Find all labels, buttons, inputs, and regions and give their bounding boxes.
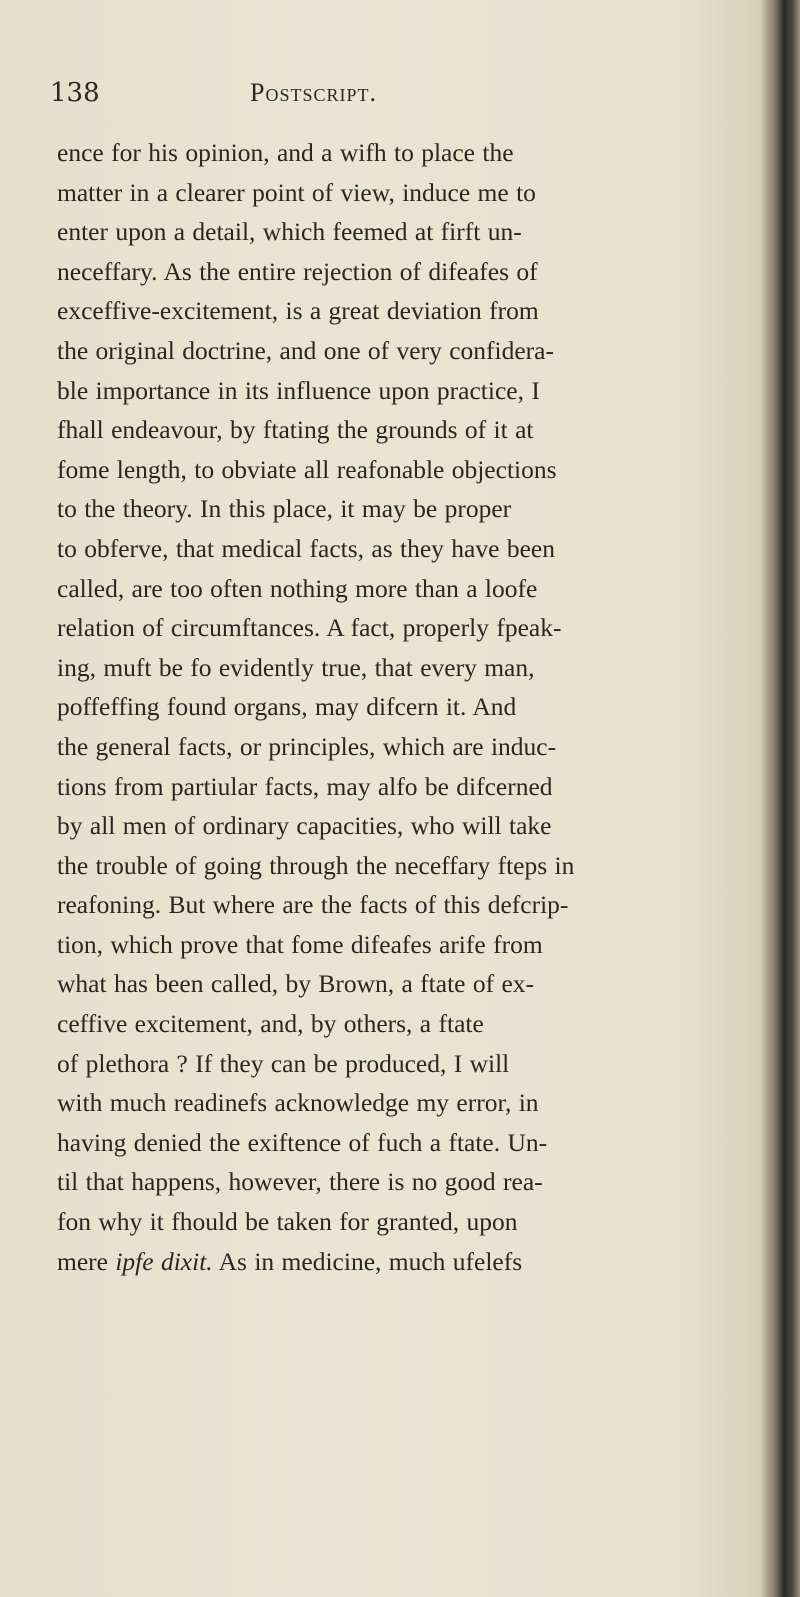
text-line: enter upon a detail, which feemed at firft un- xyxy=(57,217,522,247)
text-line: ble importance in its influence upon practice, I xyxy=(57,375,540,405)
running-head: Postscript. xyxy=(250,78,377,107)
text-line: ceffive excitement, and, by others, a ftate xyxy=(57,1009,484,1039)
text-line: to obferve, that medical facts, as they have been xyxy=(57,533,555,563)
text-line: tion, which prove that fome difeafes arife from xyxy=(57,929,543,959)
text-line: fon why it fhould be taken for granted, upon xyxy=(57,1207,518,1237)
text-line: relation of circumftances. A fact, properly fpeak- xyxy=(57,613,562,643)
text-line: by all men of ordinary capacities, who will take xyxy=(57,811,552,841)
text-line: what has been called, by Brown, a ftate of ex- xyxy=(57,969,535,999)
text-line: tions from partiular facts, may alfo be difcerned xyxy=(57,771,553,801)
last-line-before: mere xyxy=(57,1246,116,1276)
page-number: 138 xyxy=(50,78,100,108)
italic-phrase: ipfe dixit. xyxy=(115,1246,213,1276)
text-line: til that happens, however, there is no good rea- xyxy=(57,1167,543,1197)
text-line: ence for his opinion, and a wifh to place the xyxy=(57,138,514,167)
text-line: reafoning. But where are the facts of this defcrip- xyxy=(57,890,569,920)
text-line: of plethora ? If they can be produced, I will xyxy=(57,1048,510,1078)
text-line: called, are too often nothing more than a loofe xyxy=(57,573,538,603)
text-line-last xyxy=(57,1242,772,1282)
text-line: the trouble of going through the neceffary fteps in xyxy=(57,850,575,880)
page-header xyxy=(50,78,750,118)
text-line: to the theory. In this place, it may be proper xyxy=(57,494,512,524)
text-line: exceffive-excitement, is a great deviation from xyxy=(57,296,539,326)
last-line-after: As in medicine, much ufelefs xyxy=(212,1246,523,1276)
text-line: ing, muft be fo evidently true, that every man, xyxy=(57,652,535,682)
text-line: neceffary. As the entire rejection of difeafes of xyxy=(57,256,538,286)
text-line: matter in a clearer point of view, induce me to xyxy=(57,177,536,207)
text-line: the original doctrine, and one of very confidera- xyxy=(57,335,554,365)
text-line: fome length, to obviate all reafonable objections xyxy=(57,454,557,484)
text-line: poffeffing found organs, may difcern it. And xyxy=(57,692,517,722)
text-line: the general facts, or principles, which are induc- xyxy=(57,731,557,761)
text-line: with much readinefs acknowledge my error, in xyxy=(57,1088,539,1118)
body-text xyxy=(57,133,772,1281)
text-line: fhall endeavour, by ftating the grounds of it at xyxy=(57,415,534,445)
text-line: having denied the exiftence of fuch a ftate. Un- xyxy=(57,1127,548,1157)
